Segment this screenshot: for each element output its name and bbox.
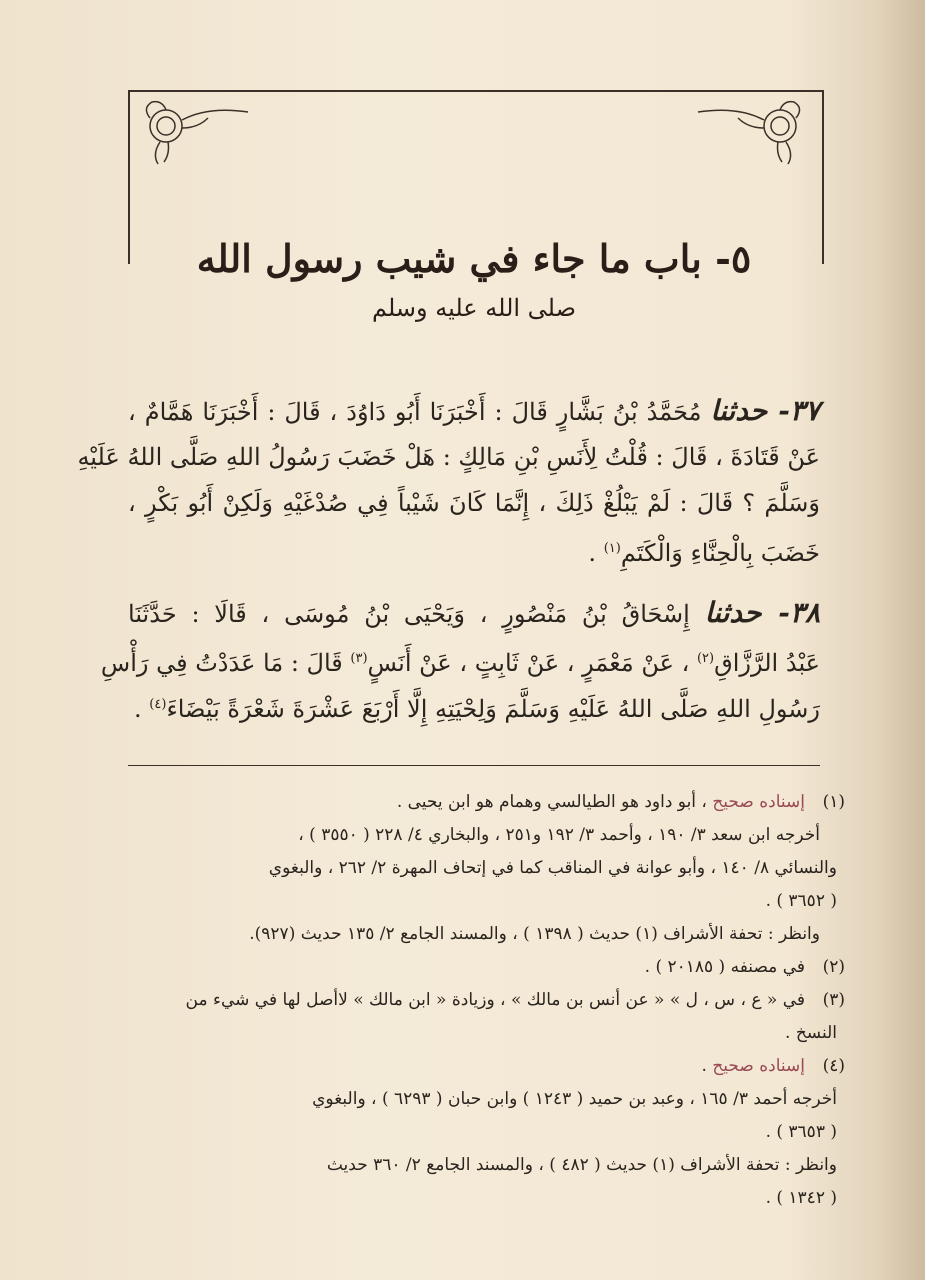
text-line: ، عَنْ مَعْمَرٍ ، عَنْ ثَابِتٍ ، عَنْ أَنَسٍ <box>367 649 690 677</box>
footnote-text: النسخ . <box>785 1023 837 1043</box>
footnote-text: ( ٣٦٥٢ ) . <box>765 891 837 911</box>
footnote-ref[interactable]: (٣) <box>350 651 368 666</box>
footnote-number: (٣) <box>822 990 845 1010</box>
hadith-number: ٣٧- حدثنا <box>710 394 820 427</box>
corner-ornament-icon <box>138 98 258 168</box>
text-line: قَالَ : مَا عَدَدْتُ فِي رَأْسِ <box>100 649 343 677</box>
corner-ornament-icon <box>688 98 808 168</box>
hadith-number: ٣٨- حدثنا <box>704 596 820 629</box>
period: . <box>134 695 142 723</box>
footnote-number: (٤) <box>822 1056 845 1076</box>
footnote-text: وانظر : تحفة الأشراف (١) حديث ( ١٣٩٨ ) ، والمسند الجامع ٢/ ١٣٥ حديث (٩٢٧). <box>249 924 820 944</box>
footnote-text: ( ١٣٤٢ ) . <box>765 1188 837 1208</box>
text-line: وَسَلَّمَ ؟ قَالَ : لَمْ يَبْلُغْ ذَلِكَ ، إِنَّمَا كَانَ شَيْباً فِي صُدْغَيْهِ وَلَكِنْ أَبُو بَكْرٍ ، <box>128 489 820 517</box>
period: . <box>701 1056 707 1076</box>
grade-label: إسناده صحيح <box>712 1056 805 1076</box>
footnote-divider <box>128 765 820 766</box>
text-line: خَضَبَ بِالْحِنَّاءِ وَالْكَتَمِ <box>620 539 820 567</box>
text-line: مُحَمَّدُ بْنُ بَشَّارٍ قَالَ : أَخْبَرَنَا أَبُو دَاوُدَ ، قَالَ : أَخْبَرَنَا هَمَّامٌ ، <box>128 398 702 426</box>
footnote-text: والنسائي ٨/ ١٤٠ ، وأبو عوانة في المناقب كما في إتحاف المهرة ٢/ ٢٦٢ ، والبغوي <box>268 858 837 878</box>
hadith-38 <box>100 590 820 728</box>
footnote-text: ، أبو داود هو الطيالسي وهمام هو ابن يحيى . <box>396 792 707 812</box>
footnote-text: أخرجه أحمد ٣/ ١٦٥ ، وعبد بن حميد ( ١٢٤٣ ) وابن حبان ( ٦٢٩٣ ) ، والبغوي <box>312 1089 837 1109</box>
period: . <box>588 539 597 567</box>
footnote-text: في مصنفه ( ٢٠١٨٥ ) . <box>644 957 805 977</box>
hadith-37 <box>77 388 820 572</box>
text-line: عَنْ قَتَادَةَ ، قَالَ : قُلْتُ لِأَنَسِ بْنِ مَالِكٍ : هَلْ خَضَبَ رَسُولُ اللهِ صَلَّى اللهُ عَلَيْهِ <box>77 443 820 471</box>
footnote-text: وانظر : تحفة الأشراف (١) حديث ( ٤٨٢ ) ، والمسند الجامع ٢/ ٣٦٠ حديث <box>326 1155 837 1175</box>
footnote-ref[interactable]: (٤) <box>149 697 167 712</box>
grade-label: إسناده صحيح <box>712 792 805 812</box>
text-line: رَسُولِ اللهِ صَلَّى اللهُ عَلَيْهِ وَسَلَّمَ وَلِحْيَتِهِ إِلَّا أَرْبَعَ عَشْرَةَ شَعْرَةً بَيْضَاءَ <box>166 695 820 723</box>
chapter-subtitle: صلى الله عليه وسلم <box>372 294 576 322</box>
text-line: إِسْحَاقُ بْنُ مَنْصُورٍ ، وَيَحْيَى بْنُ مُوسَى ، قَالَا : حَدَّثَنَا <box>128 600 690 628</box>
text-line: عَبْدُ الرَّزَّاقِ <box>714 649 820 677</box>
chapter-title: ٥- باب ما جاء في شيب رسول الله <box>196 236 752 281</box>
footnote-ref[interactable]: (١) <box>603 541 621 556</box>
footnote-text: في « ع ، س ، ل » « عن أنس بن مالك » ، وزيادة « ابن مالك » لاأصل لها في شيء من <box>185 990 805 1010</box>
footnote-text: ( ٣٦٥٣ ) . <box>765 1122 837 1142</box>
footnote-ref[interactable]: (٢) <box>696 651 715 666</box>
footnotes <box>110 786 845 1215</box>
footnote-number: (١) <box>822 792 845 812</box>
footnote-number: (٢) <box>822 957 845 977</box>
footnote-text: أخرجه ابن سعد ٣/ ١٩٠ ، وأحمد ٣/ ١٩٢ و٢٥١ ، والبخاري ٤/ ٢٢٨ ( ٣٥٥٠ ) ، <box>298 825 820 845</box>
